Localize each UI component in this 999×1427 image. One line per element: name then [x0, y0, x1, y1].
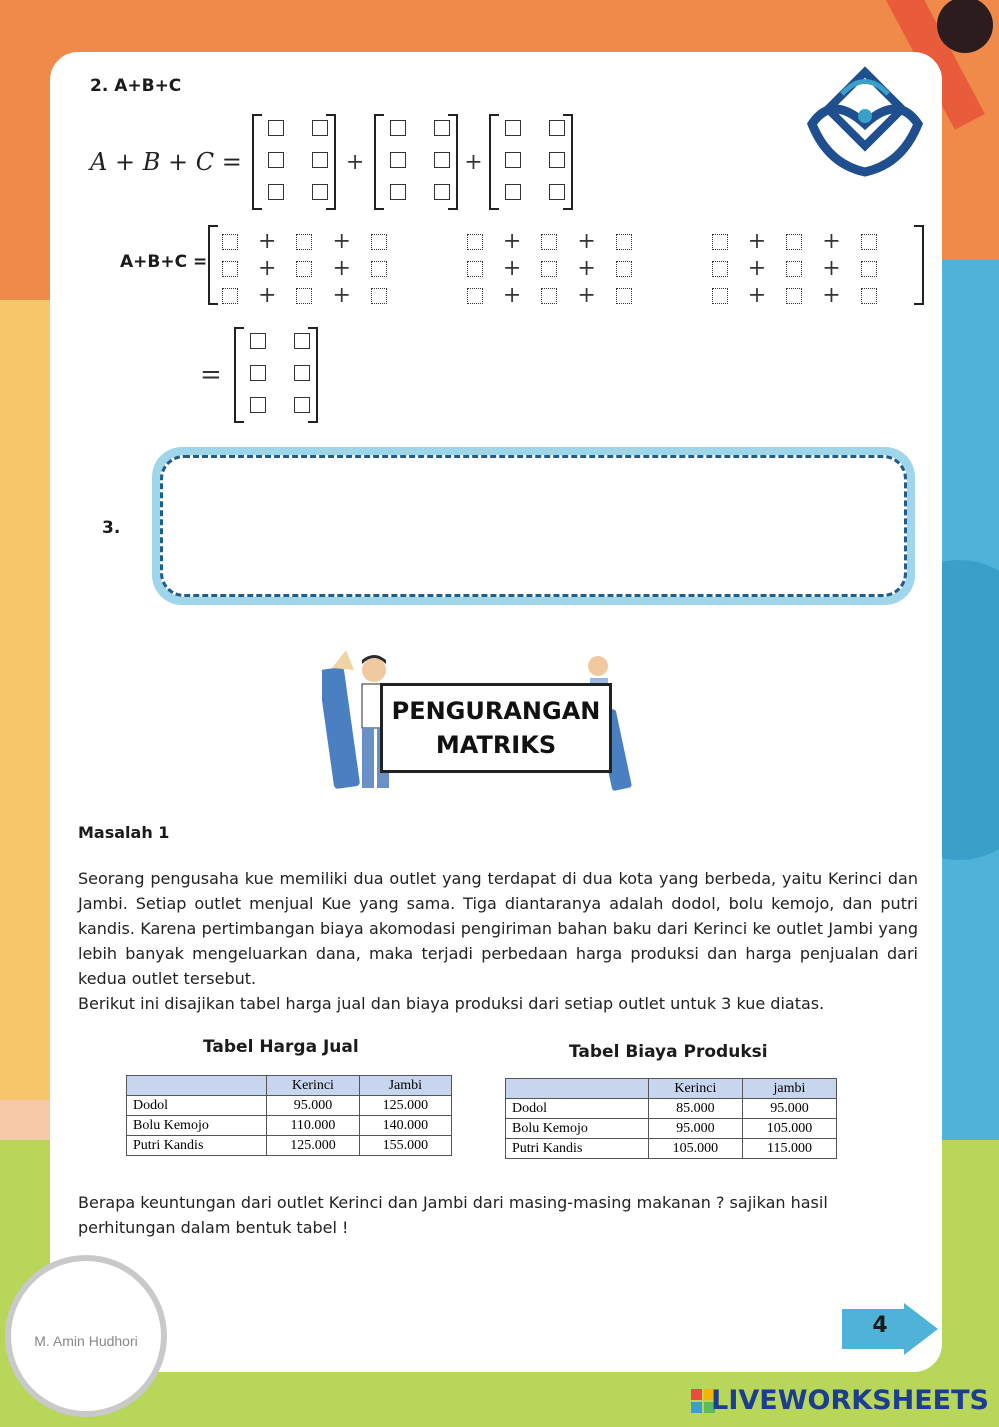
sum-label: A+B+C =: [120, 252, 208, 272]
table-jual-title: Tabel Harga Jual: [203, 1037, 359, 1057]
banner-line-1: PENGURANGAN: [391, 697, 601, 725]
section-banner: [380, 683, 612, 773]
table-header-cell: [127, 1076, 267, 1096]
table-cell: 115.000: [742, 1139, 836, 1159]
equals-sign: =: [200, 360, 222, 390]
plus-sign: +: [464, 149, 483, 175]
table-row: [127, 1136, 452, 1156]
result-matrix: [234, 327, 318, 423]
equation-lhs: A + B + C =: [90, 148, 242, 176]
table-cell: 105.000: [742, 1119, 836, 1139]
table-cell: 85.000: [648, 1099, 742, 1119]
table-header-cell: Jambi: [359, 1076, 451, 1096]
table-row: [506, 1099, 837, 1119]
table-cell: 140.000: [359, 1116, 451, 1136]
table-cell: 95.000: [648, 1119, 742, 1139]
table-header-row: [127, 1076, 452, 1096]
table-cell: 110.000: [267, 1116, 359, 1136]
matrix-a: [252, 114, 336, 210]
table-biaya-produksi: [505, 1078, 837, 1159]
table-cell: Putri Kandis: [127, 1136, 267, 1156]
brand-name: LIVEWORKSHEETS: [711, 1385, 989, 1416]
author-watermark: [5, 1255, 167, 1417]
question-2-label: 2. A+B+C: [90, 76, 182, 96]
table-header-row: [506, 1079, 837, 1099]
banner-line-2: MATRIKS: [435, 731, 557, 759]
table-cell: Bolu Kemojo: [506, 1119, 649, 1139]
equation-row-1: [90, 112, 573, 212]
table-cell: 125.000: [267, 1136, 359, 1156]
equation-result-row: [200, 325, 318, 425]
table-produksi-title: Tabel Biaya Produksi: [569, 1042, 768, 1062]
sum-matrix: + + + + + + + + + + + + + + + + + +: [208, 225, 924, 305]
table-header-cell: jambi: [742, 1079, 836, 1099]
table-harga-jual: [126, 1075, 452, 1156]
matrix-c: [489, 114, 573, 210]
table-header-cell: Kerinci: [648, 1079, 742, 1099]
page-number: 4: [872, 1313, 888, 1338]
answer-box-3[interactable]: [152, 447, 915, 605]
table-cell: Putri Kandis: [506, 1139, 649, 1159]
author-name: M. Amin Hudhori: [34, 1333, 138, 1349]
plus-sign: +: [345, 149, 365, 175]
table-cell: 95.000: [267, 1096, 359, 1116]
table-row: [506, 1139, 837, 1159]
table-cell: 155.000: [359, 1136, 451, 1156]
problem-question: Berapa keuntungan dari outlet Kerinci dan Jambi dari masing-masing makanan ? sajikan hasil perhitungan dalam bentuk tabel !: [78, 1193, 828, 1237]
table-cell: 105.000: [648, 1139, 742, 1159]
matrix-b: [374, 114, 458, 210]
table-row: [127, 1096, 452, 1116]
table-cell: 95.000: [742, 1099, 836, 1119]
problem-title: Masalah 1: [78, 823, 170, 842]
answer-input-3[interactable]: [160, 455, 907, 597]
school-logo-icon: [802, 64, 928, 179]
problem-paragraph: Seorang pengusaha kue memiliki dua outlet yang terdapat di dua kota yang berbeda, yaitu Kerinci dan Jambi. Setiap outlet menjual Kue yang sama. Tiga diantaranya adalah dodol, bolu kemojo, dan putri kandis. Karena pertimbangan biaya akomodasi pengiriman bahan baku dari Kerinci ke outlet Jambi yang lebih banyak mengeluarkan dana, maka terjadi perbedaan harga produksi dan harga penjualan dari kedua outlet tersebut.: [78, 869, 918, 988]
table-header-cell: [506, 1079, 649, 1099]
table-cell: Dodol: [127, 1096, 267, 1116]
question-3-label: 3.: [102, 518, 121, 538]
table-row: [127, 1116, 452, 1136]
table-row: [506, 1119, 837, 1139]
table-cell: 125.000: [359, 1096, 451, 1116]
table-header-cell: Kerinci: [267, 1076, 359, 1096]
table-cell: Bolu Kemojo: [127, 1116, 267, 1136]
problem-paragraph-2: Berikut ini disajikan tabel harga jual dan biaya produksi dari setiap outlet untuk 3 kue diatas.: [78, 994, 825, 1013]
table-cell: Dodol: [506, 1099, 649, 1119]
